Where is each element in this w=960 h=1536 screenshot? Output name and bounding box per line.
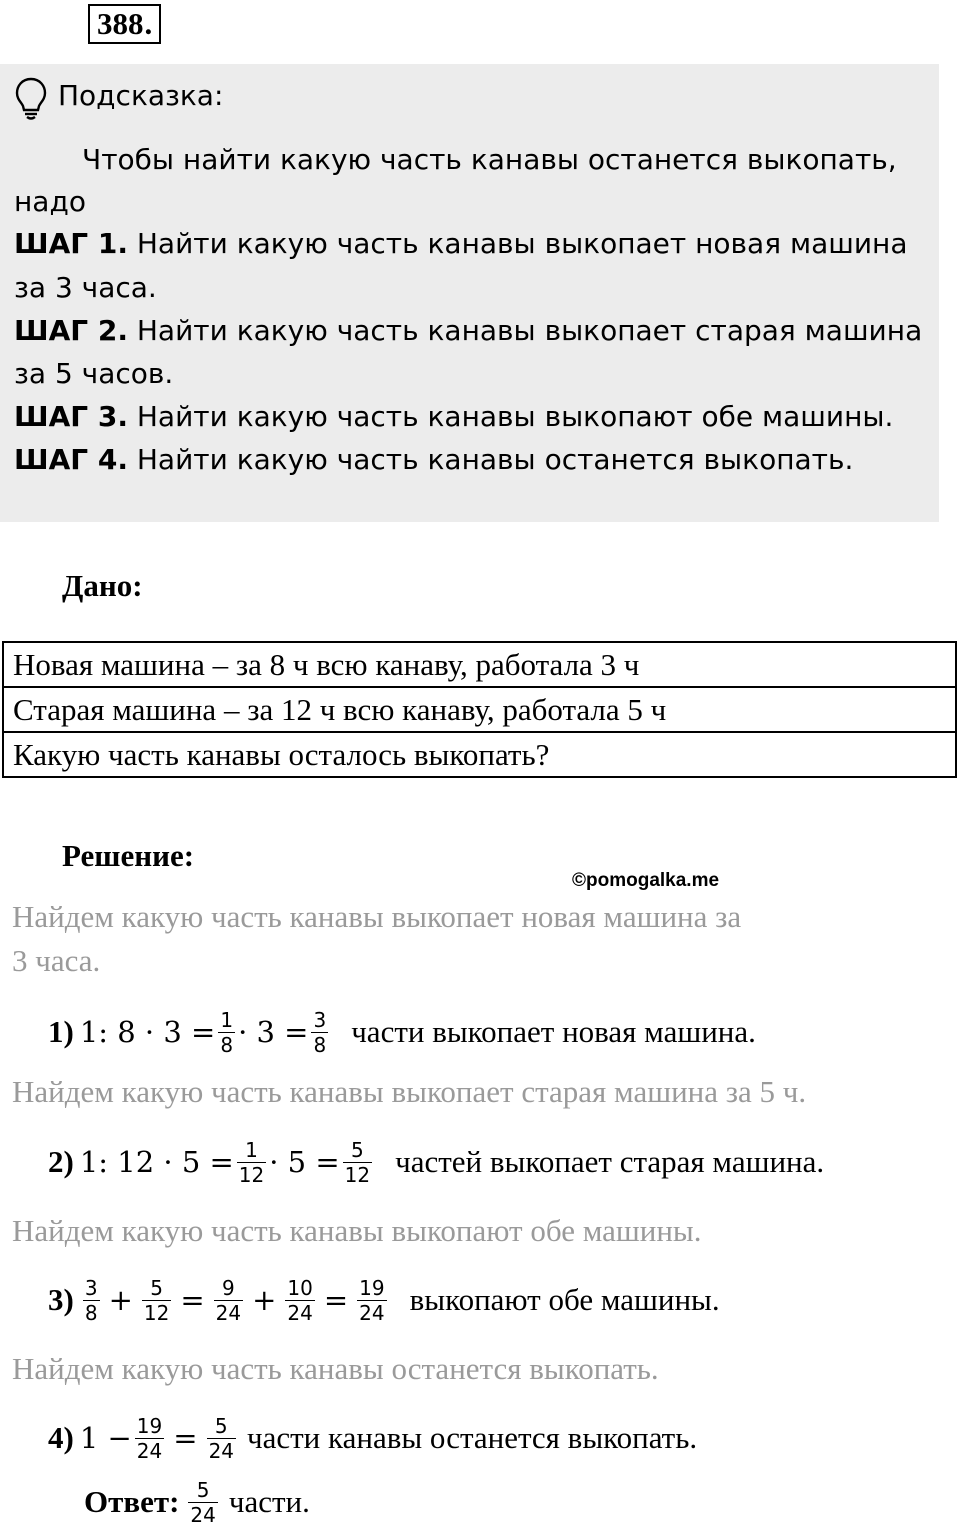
fraction: $\frac{3}{8}$ [313, 1007, 327, 1057]
explain-1: Найдем какую часть канавы выкопает новая машина за [12, 899, 742, 934]
step-label: 2) [48, 1144, 74, 1179]
hint-title: Подсказка: [58, 79, 224, 112]
hint-intro-cont: надо [14, 185, 86, 218]
table-cell: Какую часть канавы осталось выкопать? [3, 732, 956, 777]
answer-text: части. [228, 1484, 310, 1519]
fraction: $\frac{10}{24}$ [287, 1275, 313, 1325]
step-text: части выкопает новая машина. [351, 1014, 756, 1049]
table-row [3, 687, 956, 732]
fraction: $\frac{5}{12}$ [344, 1137, 371, 1187]
table-row [3, 732, 956, 777]
solution-step-4: 4) 1 − $\frac{19}{24}$ = $\frac{5}{24}$ части канавы останется выкопать. [48, 1413, 698, 1463]
fraction: $\frac{9}{24}$ [215, 1275, 242, 1325]
answer-label: Ответ: [84, 1484, 180, 1519]
hint-step-2: ШАГ 2. Найти какую часть канавы выкопает старая машина [14, 314, 923, 347]
hint-step-3: ШАГ 3. Найти какую часть канавы выкопают обе машины. [14, 400, 894, 433]
fraction: $\frac{19}{24}$ [359, 1275, 385, 1325]
step-text: выкопают обе машины. [409, 1282, 720, 1317]
step-text: частей выкопает старая машина. [395, 1144, 825, 1179]
hint-box [0, 64, 939, 522]
solution-heading: Решение: [62, 838, 195, 873]
watermark: ©pomogalka.me [572, 870, 720, 891]
step-label: 3) [48, 1282, 74, 1317]
expression: 1: 8 · 3 = [79, 1015, 216, 1049]
answer [84, 1470, 310, 1534]
step-text: части канавы останется выкопать. [247, 1420, 698, 1455]
step-label: 4) [48, 1420, 74, 1455]
explain-3: Найдем какую часть канавы выкопают обе машины. [12, 1213, 702, 1248]
fraction: $\frac{5}{12}$ [143, 1275, 170, 1325]
explain-4: Найдем какую часть канавы останется выкопать. [12, 1351, 659, 1386]
solution-step-3: 3) $\frac{3}{8}$ + $\frac{5}{12}$ = $\frac{9}{24}$ + $\frac{10}{24}$ = $\frac{19}{24}$ выкопают обе машины. [48, 1275, 720, 1325]
table-cell: Старая машина – за 12 ч всю канаву, работала 5 ч [3, 687, 956, 732]
expression: 1 − [79, 1421, 132, 1455]
solution-step-2 [48, 1130, 824, 1194]
expression: · 5 = [269, 1145, 340, 1179]
given-heading: Дано: [62, 568, 143, 603]
fraction: $\frac{3}{8}$ [84, 1275, 98, 1325]
given-table [2, 641, 957, 778]
expression: · 3 = [238, 1015, 309, 1049]
hint-step-4: ШАГ 4. Найти какую часть канавы останется выкопать. [14, 443, 854, 476]
table-cell: Новая машина – за 8 ч всю канаву, работала 3 ч [3, 642, 956, 687]
fraction: $\frac{1}{8}$ [220, 1007, 234, 1057]
solution-step-1 [48, 1000, 756, 1064]
fraction: $\frac{19}{24}$ [136, 1413, 163, 1463]
fraction: $\frac{5}{24}$ [190, 1477, 216, 1527]
task-number: 388. [88, 4, 161, 44]
hint-step-1-cont: за 3 часа. [14, 271, 157, 304]
table-row [3, 642, 956, 687]
fraction: $\frac{5}{24}$ [208, 1413, 235, 1463]
step-label: 1) [48, 1014, 74, 1049]
hint-step-1: ШАГ 1. Найти какую часть канавы выкопает новая машина [14, 227, 908, 260]
hint-step-2-cont: за 5 часов. [14, 357, 174, 390]
explain-2: Найдем какую часть канавы выкопает старая машина за 5 ч. [12, 1074, 807, 1109]
explain-1-cont: 3 часа. [12, 943, 101, 978]
hint-intro: Чтобы найти какую часть канавы останется выкопать, [82, 143, 897, 176]
expression: 1: 12 · 5 = [79, 1145, 234, 1179]
lightbulb-icon [14, 76, 48, 120]
fraction: $\frac{1}{12}$ [238, 1137, 265, 1187]
